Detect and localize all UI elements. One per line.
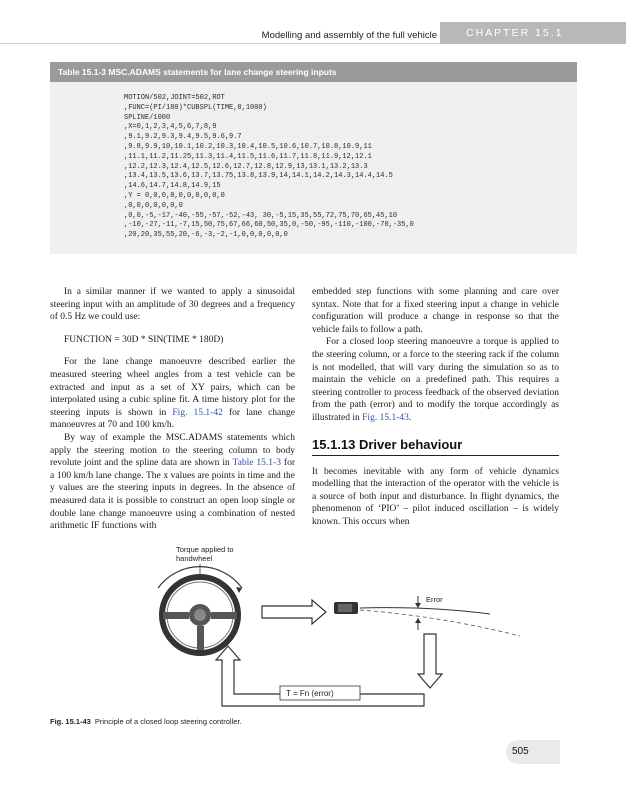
section-heading: 15.1.13 Driver behaviour — [312, 436, 463, 452]
figure-caption-text: Principle of a closed loop steering controller. — [94, 717, 242, 726]
left-column — [50, 286, 295, 533]
torque-label: handwheel — [176, 554, 213, 563]
paragraph: By way of example the MSC.ADAMS statements which apply the steering motion to the steering column to body revolute joint and the spline data are shown in Table 15.1-3 for a 100 km/h lane change. The x values are points in time and the y values are the steering inputs in degrees. In the absence of measured data it is possible to construct an open loop single or double lane change manoeuvre using a combination of nested arithmetic IF functions with — [50, 432, 295, 532]
paragraph: embedded step functions with some planning and care over syntax. Note that for a fixed steering input a change in vehicle configuration will produce a change in response so that the vehicle fails to follow a path. — [312, 287, 559, 335]
running-head: Modelling and assembly of the full vehicle — [261, 30, 437, 41]
actual-path — [360, 608, 490, 614]
section-rule — [312, 455, 559, 456]
code-line: ,9.8,9.9,10,10.1,10.2,10.3,10.4,10.5,10.6,10.7,10.8,10.9,11 — [124, 142, 372, 151]
vehicle-icon — [334, 602, 358, 614]
paragraph: In a similar manner if we wanted to apply a sinusoidal steering input with an amplitude of 30 degrees and a frequency of 0.5 Hz we could use: — [50, 287, 295, 323]
code-line: ,0,0,0,0,0,0,0 — [124, 201, 183, 210]
paragraph: For the lane change manoeuvre described earlier the measured steering wheel angles from a test vehicle can be extracted and input as a set of XY pairs, which can be interpolated using a cubic spline fit. A time history plot for the steering inputs is shown in Fig. 15.1-42 for lane change manoeuvres at 70 and 100 km/h. — [50, 357, 295, 431]
paragraph: It becomes inevitable with any form of vehicle dynamics modelling that the interaction of the operator with the vehicle is a source of both input and disturbance. In flight dynamics, the phenomenon of ‘PIO’ – pilot induced oscillation – is widely known. This occurs when — [312, 466, 559, 527]
chapter-label: CHAPTER 15.1 — [466, 27, 564, 39]
table-link[interactable]: Table 15.1-3 — [232, 458, 281, 469]
torque-label: Torque applied to — [176, 545, 234, 554]
page-number: 505 — [512, 746, 529, 757]
code-line: ,14.6,14.7,14.8,14.9,15 — [124, 182, 221, 191]
formula: FUNCTION = 30D * SIN(TIME * 180D) — [64, 334, 224, 345]
figure-link[interactable]: Fig. 15.1-42 — [172, 407, 223, 418]
table-title-bar — [50, 62, 577, 82]
code-line: ,X=0,1,2,3,4,5,6,7,8,9 — [124, 123, 217, 132]
figure-number: Fig. 15.1-43 — [50, 717, 91, 726]
code-line: SPLINE/1000 — [124, 113, 171, 122]
code-line: ,9.1,9.2,9.3,9.4,9.5,9.6,9.7 — [124, 133, 242, 142]
code-line: ,0,0,-5,-17,-40,-55,-57,-52,-43, 30,-5,15,35,55,72,75,70,65,45,10 — [124, 211, 398, 220]
steering-wheel-icon — [162, 577, 238, 653]
code-line: ,-10,-27,-11,-7,15,50,75,67,66,60,50,35,0,-50,-95,-110,-100,-70,-35,0 — [124, 221, 414, 230]
code-line: ,Y = 0,0,0,0,0,0,0,0,0,0 — [124, 191, 225, 200]
arrow-to-vehicle — [262, 600, 326, 624]
right-column — [312, 286, 559, 529]
table-title: Table 15.1-3 MSC.ADAMS statements for lane change steering inputs — [58, 67, 337, 77]
code-line: ,13.4,13.5,13.6,13.7,13.75,13.8,13.9,14,14.1,14.2,14.3,14.4,14.5 — [124, 172, 393, 181]
code-line: MOTION/502,JOINT=502,ROT — [124, 94, 225, 102]
code-line: ,20,20,35,55,20,-6,-3,-2,-1,0,0,0,0,0,0 — [124, 231, 288, 240]
target-path — [360, 610, 520, 636]
figure-link[interactable]: Fig. 15.1-43 — [362, 412, 409, 423]
code-listing — [124, 94, 414, 241]
arrow-vehicle-down — [418, 634, 442, 700]
code-line: ,11.1,11.2,11.25,11.3,11.4,11.5,11.6,11.7,11.8,11.9,12,12.1 — [124, 152, 372, 161]
error-label: Error — [426, 595, 443, 604]
function-label: T = Fn (error) — [286, 689, 334, 698]
paragraph: For a closed loop steering manoeuvre a torque is applied to the steering column, or a force to the steering rack if the column is not modelled, that will vary during the simulation so as to maintain the vehicle on a predefined path. This requires a steering controller to process feedback of the observed deviation from the path (error) and to modify the torque accordingly as illustrated in Fig. 15.1-43. — [312, 337, 559, 423]
code-line: ,12.2,12.3,12.4,12.5,12.6,12.7,12.8,12.9,13,13.1,13.2,13.3 — [124, 162, 368, 171]
chapter-tab — [440, 22, 626, 44]
closed-loop-diagram — [50, 540, 577, 720]
code-line: ,FUNC=(PI/180)*CUBSPL(TIME,0,1000) — [124, 103, 267, 112]
figure-caption — [50, 717, 242, 726]
